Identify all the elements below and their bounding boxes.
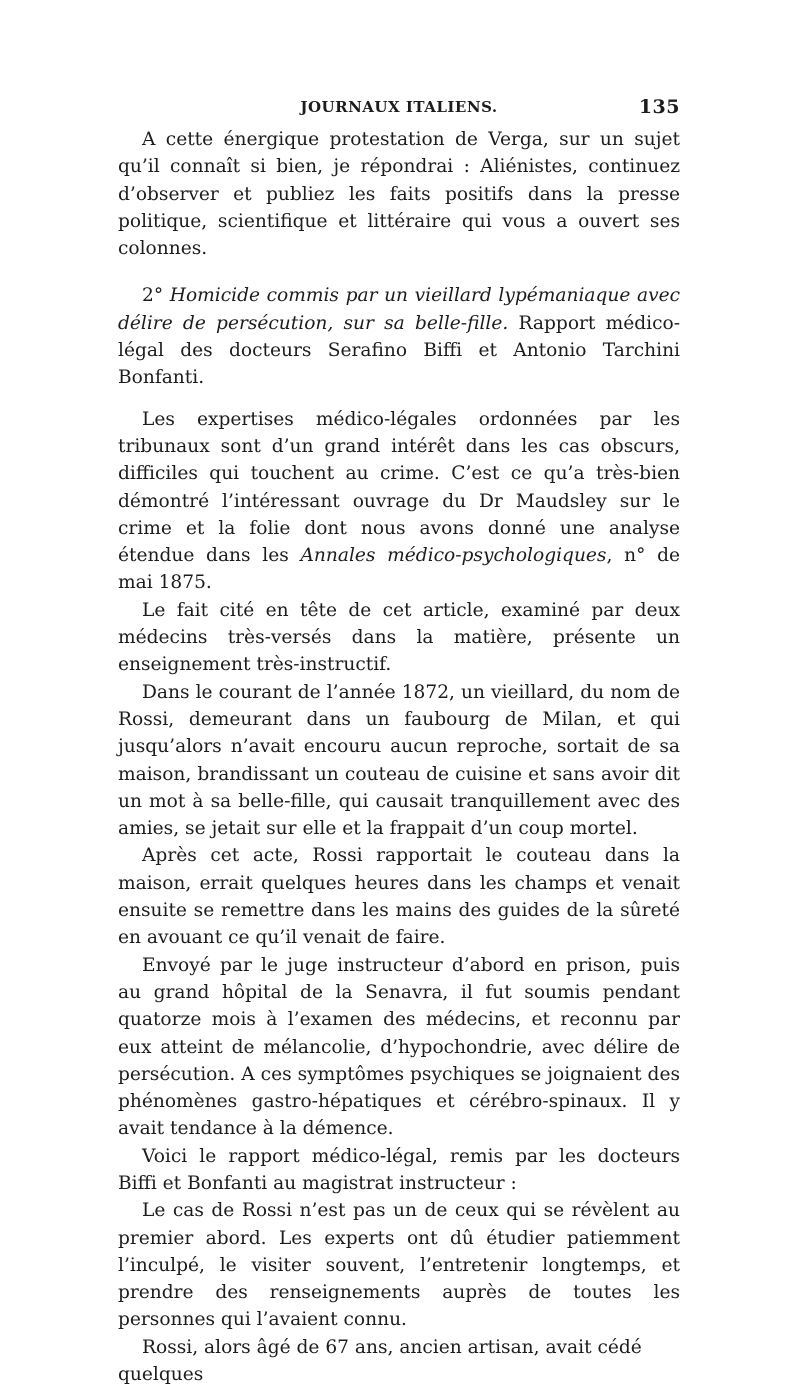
paragraph-annee-1872: Dans le courant de l’année 1872, un vieillard, du nom de Rossi, demeurant dans un faubourg de Milan, et qui jusqu’alors n’avait encouru aucun reproche, sortait de sa maison, brandissant un couteau de cuisine et sans avoir dit un mot à sa belle-fille, qui causait tranquillement avec des amies, se jetait sur elle et la frappait d’un coup mortel. bbox=[118, 681, 680, 840]
paragraph-cas-rossi: Le cas de Rossi n’est pas un de ceux qui se révèlent au premier abord. Les experts ont dû étudier patiemment l’inculpé, le visiter souvent, l’entretenir longtemps, et prendre des renseignements auprès de toutes les personnes qui l’avaient connu. bbox=[118, 1200, 680, 1331]
paragraph-fait-cite: Le fait cité en tête de cet article, examiné par deux médecins très-versés dans la matière, présente un enseignement très-instructif. bbox=[118, 599, 680, 676]
paragraph-expertises bbox=[118, 406, 680, 597]
paragraph-rapport: Voici le rapport médico-légal, remis par les docteurs Biffi et Bonfanti au magistrat instructeur : bbox=[118, 1145, 680, 1194]
section-heading-title: Homicide commis par un vieillard lypémaniaque avec délire de persécution, sur sa belle-fille. bbox=[118, 285, 680, 334]
page-number: 135 bbox=[638, 96, 680, 118]
journal-title: Annales médico-psychologiques bbox=[300, 545, 607, 567]
section-heading-number: 2° bbox=[142, 285, 170, 307]
paragraph-envoye: Envoyé par le juge instructeur d’abord en prison, puis au grand hôpital de la Senavra, il fut soumis pendant quatorze mois à l’examen des médecins, et reconnu par eux atteint de mélancolie, d’hypochondrie, avec délire de persécution. A ces symptômes psychiques se joignaient des phénomènes gastro-hépatiques et cérébro-spinaux. Il y avait tendance à la démence. bbox=[118, 954, 680, 1140]
paragraph-protestation: A cette énergique protestation de Verga, sur un sujet qu’il connaît si bien, je répondrai : Aliénistes, continuez d’observer et publiez les faits positifs dans la presse politique, scientifique et littéraire qui vous a ouvert ses colonnes. bbox=[118, 129, 680, 260]
running-title: JOURNAUX ITALIENS. bbox=[300, 98, 498, 116]
paragraph-rossi-age: Rossi, alors âgé de 67 ans, ancien artisan, avait cédé quelques bbox=[118, 1336, 642, 1386]
section-heading bbox=[118, 282, 680, 391]
paragraph-apres-acte: Après cet acte, Rossi rapportait le couteau dans la maison, errait quelques heures dans les champs et venait ensuite se remettre dans les mains des guides de la sûreté en avouant ce qu’il venait de faire. bbox=[118, 845, 680, 949]
page-header bbox=[118, 96, 680, 126]
book-page bbox=[118, 96, 680, 1388]
section-heading-authors: Rapport médico-légal des docteurs Serafino Biffi et Antonio Tarchini Bonfanti. bbox=[118, 312, 680, 389]
paragraph-expertises-text: Les expertises médico-légales ordonnées par les tribunaux sont d’un grand intérêt dans les cas obscurs, difficiles qui touchent au crime. C’est ce qu’a très-bien démontré l’intéressant ouvrage du Dr Maudsley sur le crime et la folie dont nous avons donné une analyse étendue dans les bbox=[118, 408, 680, 567]
paragraph-expertises-end: , n° de mai 1875. bbox=[118, 545, 680, 594]
